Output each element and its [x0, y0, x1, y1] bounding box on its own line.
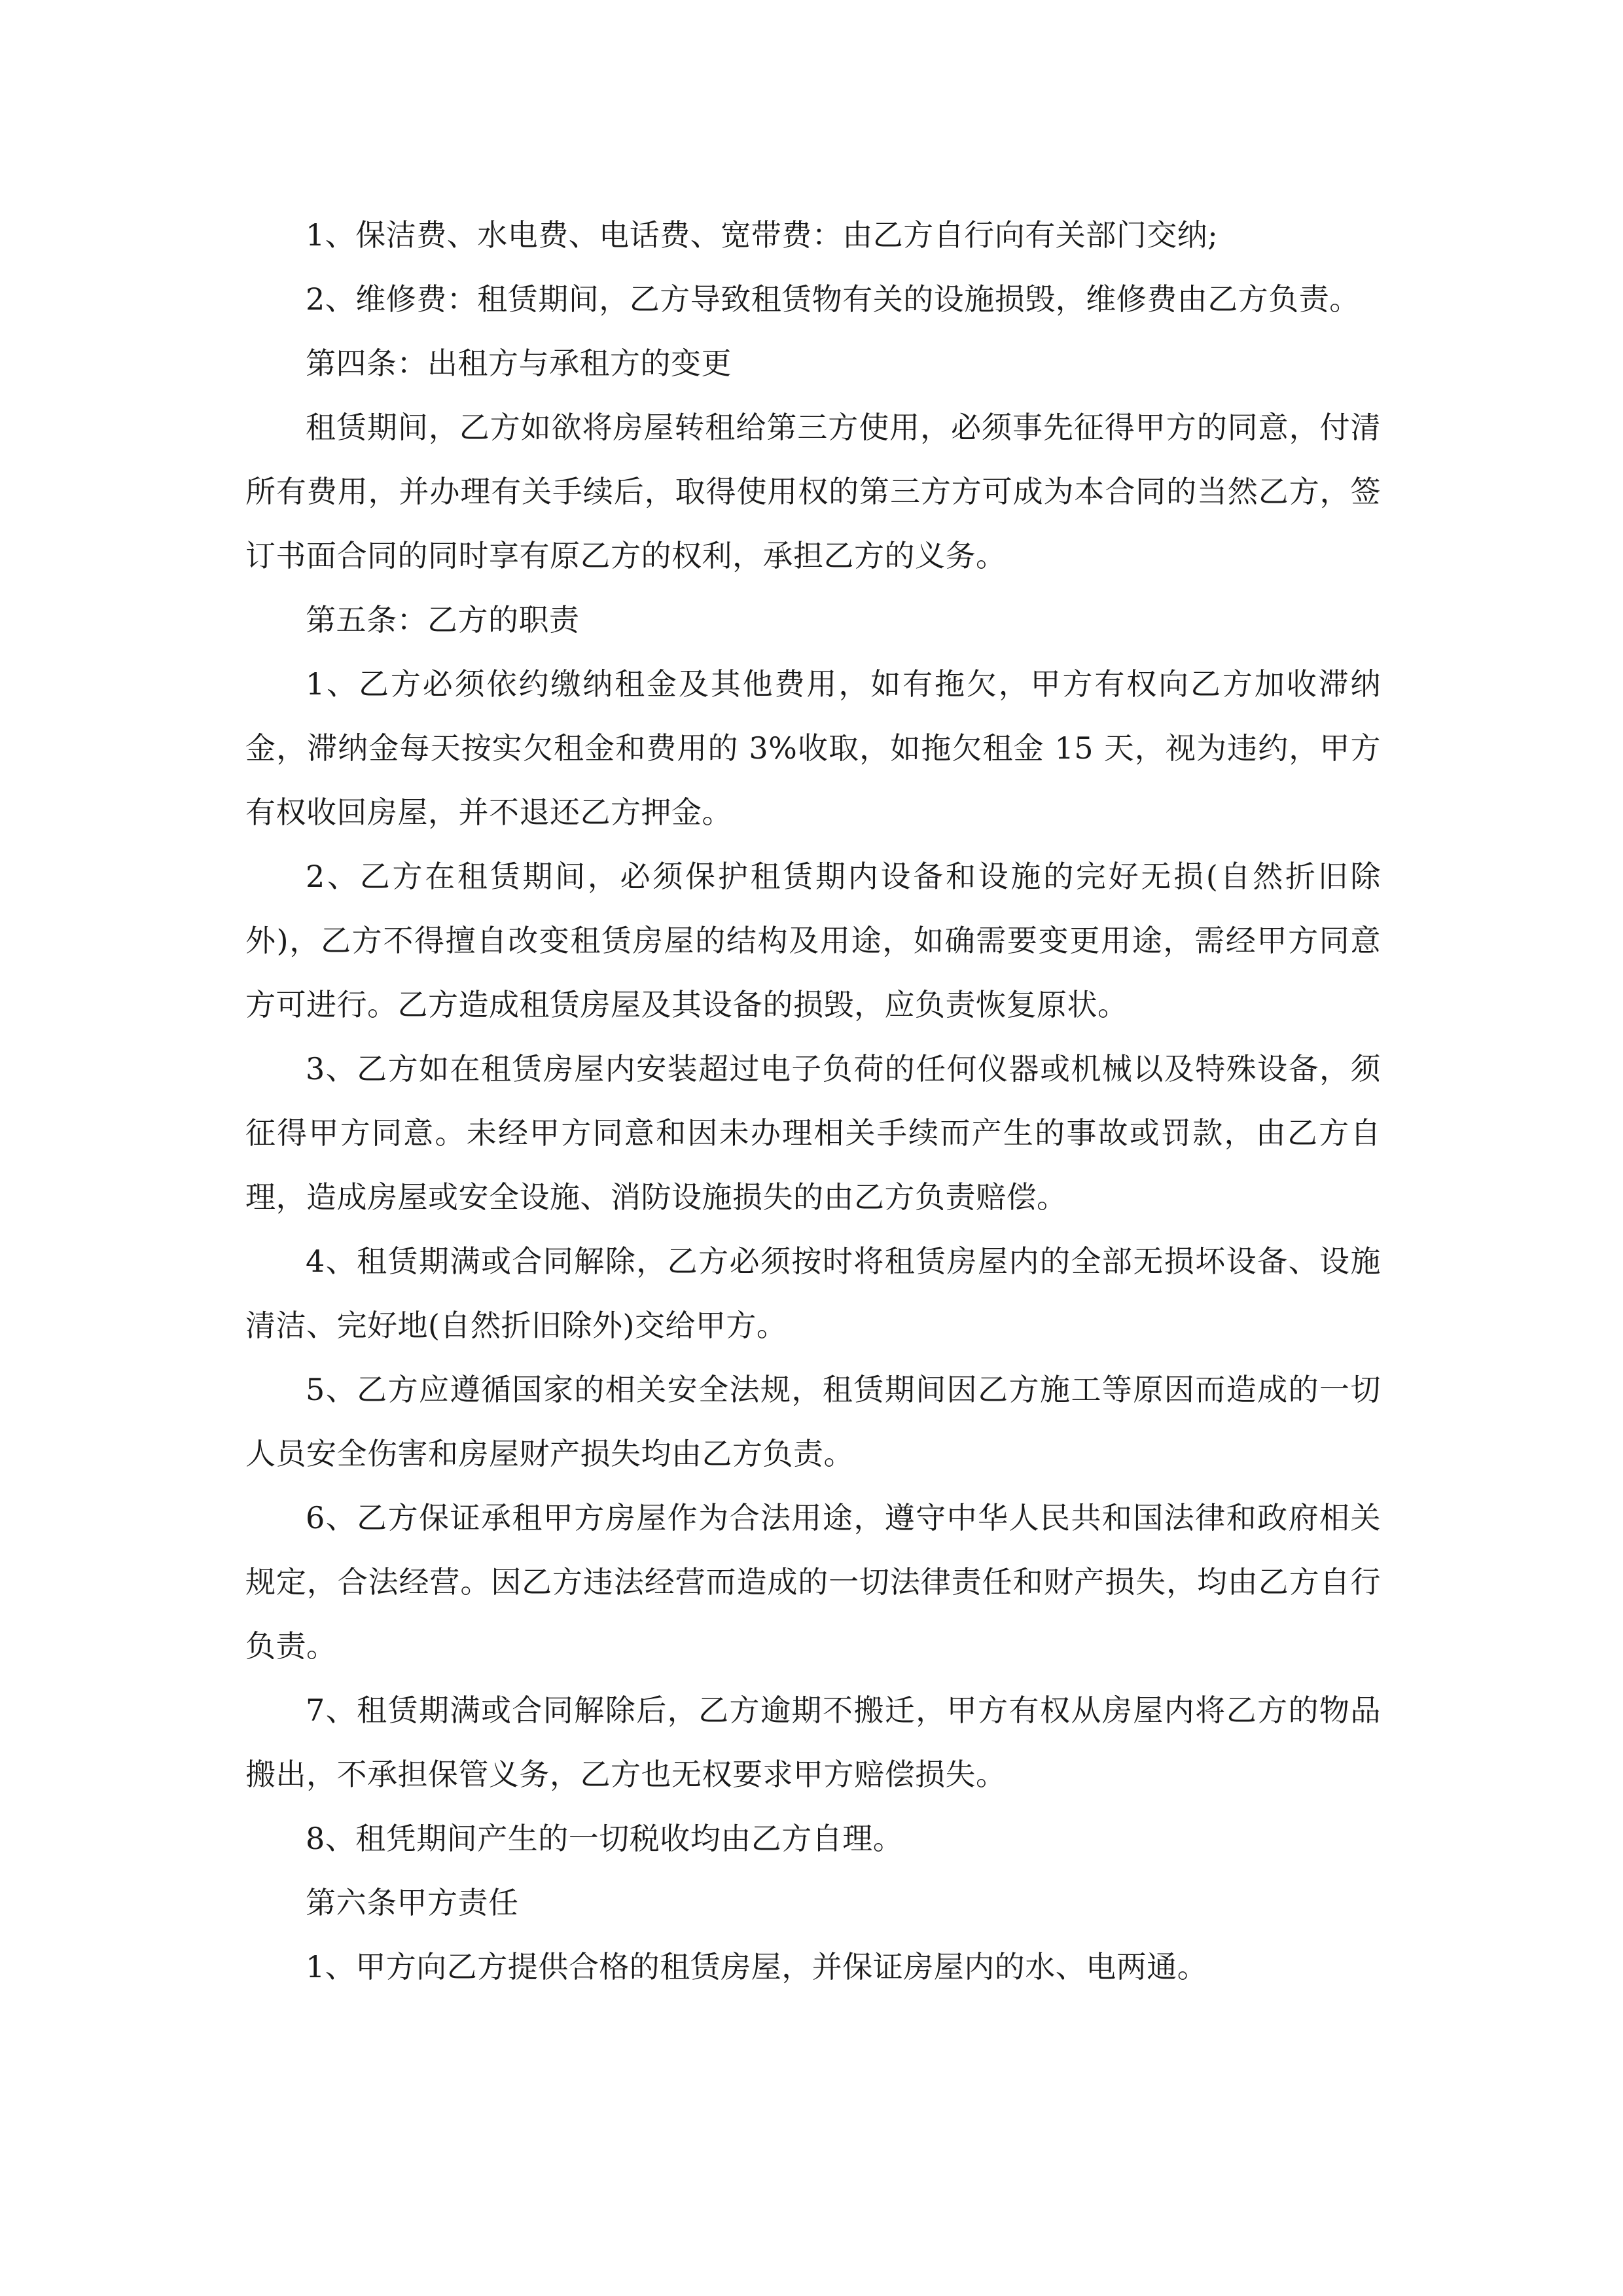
paragraph-article-6-item-1: 1、甲方向乙方提供合格的租赁房屋，并保证房屋内的水、电两通。 — [306, 1949, 1208, 1984]
paragraph-article-5-item-8: 8、租凭期间产生的一切税收均由乙方自理。 — [306, 1821, 904, 1856]
paragraph-article-5-item-5: 5、乙方应遵循国家的相关安全法规，租赁期间因乙方施工等原因而造成的一切人员安全伤害和房屋财产损失均由乙方负责。 — [245, 1372, 1381, 1471]
paragraph-article-5-item-3: 3、乙方如在租赁房屋内安装超过电子负荷的任何仪器或机械以及特殊设备，须征得甲方同意。未经甲方同意和因未办理相关手续而产生的事故或罚款，由乙方自理，造成房屋或安全设施、消防设施损失的由乙方负责赔偿。 — [245, 1051, 1381, 1215]
paragraph-article-5-item-2: 2、乙方在租赁期间，必须保护租赁期内设备和设施的完好无损(自然折旧除外)，乙方不得擅自改变租赁房屋的结构及用途，如确需要变更用途，需经甲方同意方可进行。乙方造成租赁房屋及其设备的损毁，应负责恢复原状。 — [245, 859, 1381, 1022]
paragraph-fees-repair: 2、维修费：租赁期间，乙方导致租赁物有关的设施损毁，维修费由乙方负责。 — [306, 281, 1360, 317]
paragraph-article-5-item-4: 4、租赁期满或合同解除，乙方必须按时将租赁房屋内的全部无损坏设备、设施清洁、完好地(自然折旧除外)交给甲方。 — [245, 1244, 1381, 1343]
heading-article-5: 第五条：乙方的职责 — [306, 602, 580, 637]
heading-article-6: 第六条甲方责任 — [306, 1885, 519, 1920]
paragraph-article-5-item-6: 6、乙方保证承租甲方房屋作为合法用途，遵守中华人民共和国法律和政府相关规定，合法经营。因乙方违法经营而造成的一切法律责任和财产损失，均由乙方自行负责。 — [245, 1500, 1381, 1664]
paragraph-article-4-body: 租赁期间，乙方如欲将房屋转租给第三方使用，必须事先征得甲方的同意，付清所有费用，并办理有关手续后，取得使用权的第三方方可成为本合同的当然乙方，签订书面合同的同时享有原乙方的权利，承担乙方的义务。 — [245, 410, 1381, 573]
document-body — [245, 203, 1381, 1999]
paragraph-fees-cleaning: 1、保洁费、水电费、电话费、宽带费：由乙方自行向有关部门交纳; — [306, 217, 1219, 253]
heading-article-4: 第四条：出租方与承租方的变更 — [306, 346, 732, 381]
paragraph-article-5-item-7: 7、租赁期满或合同解除后，乙方逾期不搬迁，甲方有权从房屋内将乙方的物品搬出，不承担保管义务，乙方也无权要求甲方赔偿损失。 — [245, 1693, 1381, 1792]
paragraph-article-5-item-1: 1、乙方必须依约缴纳租金及其他费用，如有拖欠，甲方有权向乙方加收滞纳金，滞纳金每天按实欠租金和费用的 3%收取，如拖欠租金 15 天，视为违约，甲方有权收回房屋，并不退还乙方押金。 — [245, 666, 1381, 830]
